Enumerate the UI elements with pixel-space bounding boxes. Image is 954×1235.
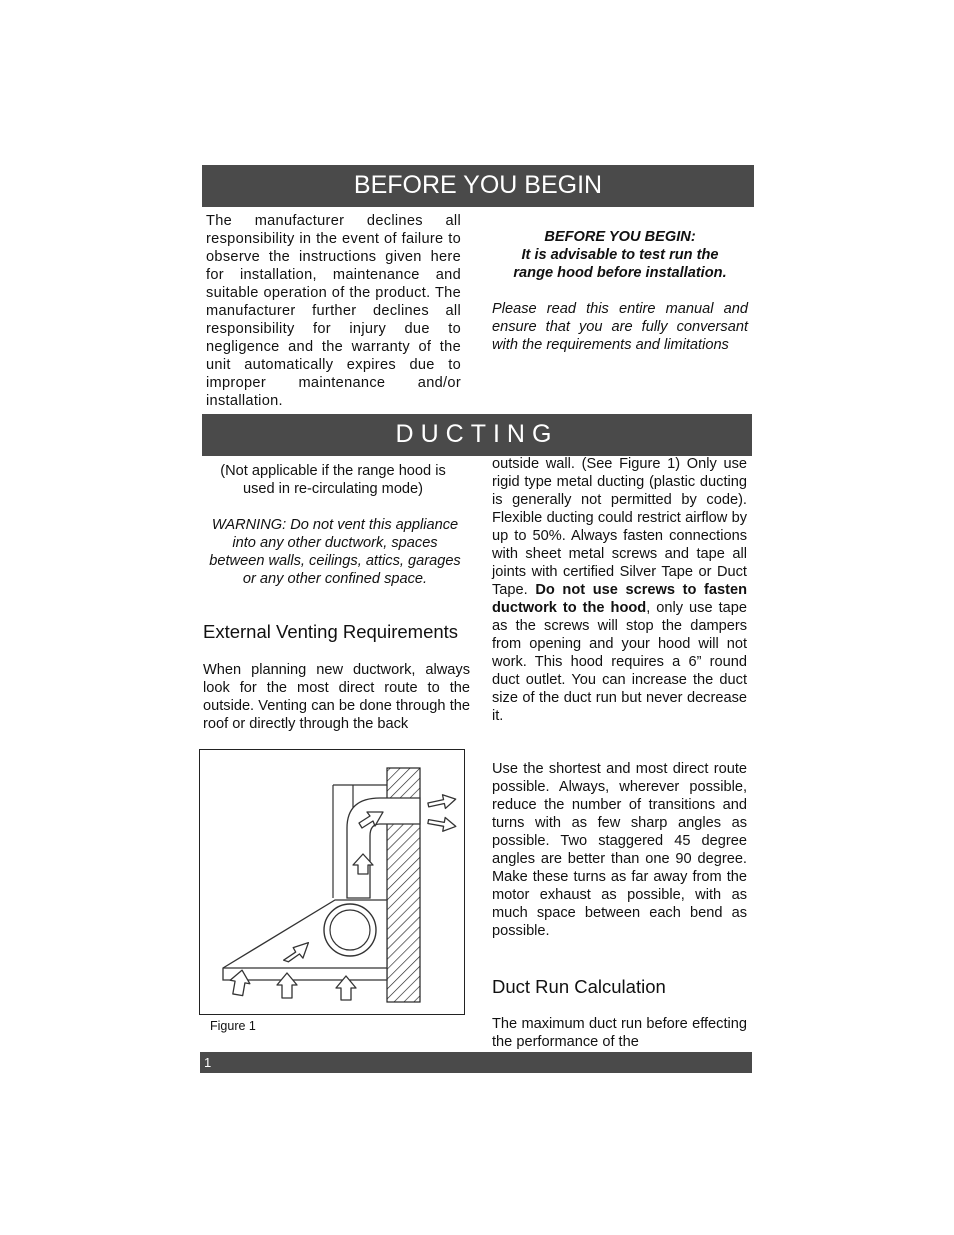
figure-1-caption: Figure 1 [210,1019,256,1033]
arrow-exit-lower [427,815,457,834]
note-line-1: It is advisable to test run the [521,247,719,263]
ducting-material-text-2: , only use tape as the screws will stop the dampers from opening and your hood will not work. This hood requires a 6” round duct outlet. You can increase the duct size of the duct run but never decrease it. [492,600,747,724]
manufacturer-disclaimer: The manufacturer declines all responsibility in the event of failure to observe the instructions given here for installation, maintenance and suitable operation of the product. The manufacturer further declines all responsibility for injury due to negligence and the warranty of the unit automatically expires due to improper maintenance and/or installation. [206,213,461,409]
footer-bar [200,1052,752,1073]
figure-1-venting-diagram [199,749,465,1015]
ducting-material-text-1: outside wall. (See Figure 1) Only use rigid type metal ducting (plastic ducting is generally not permitted by code). Flexible ducting could restrict airflow by up to 50%. Always fasten connections with sheet metal screws and tape all joints with certified Silver Tape or Duct Tape. [492,456,747,598]
before-you-begin-title: BEFORE YOU BEGIN [353,171,603,199]
before-you-begin-note [492,228,748,354]
note-heading: BEFORE YOU BEGIN: [544,229,696,245]
note-body: Please read this entire manual and ensure that you are fully conversant with the requirements and limitations [492,301,748,353]
note-line-2: range hood before installation. [513,265,727,281]
not-applicable-note: (Not applicable if the range hood is used in re-circulating mode) [220,463,446,497]
ducting-title: DUCTING [395,420,559,448]
duct-run-paragraph: The maximum duct run before effecting the performance of the [492,1016,747,1050]
ducting-screw-warning: Do not use screws to fasten ductwork to the hood [492,582,747,616]
ducting-material-paragraph [492,455,747,725]
warning-text: WARNING: Do not vent this appliance into any other ductwork, spaces between walls, ceilings, attics, garages or any other confined space. [209,517,461,587]
external-venting-heading: External Venting Requirements [203,621,459,642]
planning-paragraph: When planning new ductwork, always look for the most direct route to the outside. Venting can be done through the roof or directly through the back [203,662,470,732]
note-spacer [492,282,748,300]
page-number: 1 [204,1055,212,1070]
arrow-exit-upper [427,792,457,812]
shortest-route-paragraph: Use the shortest and most direct route possible. Always, wherever possible, reduce the number of transitions and turns with as few sharp angles as possible. Two staggered 45 degree angles are better than one 90 degree. Make these turns as far away from the motor exhaust as possible, with as much space between each bend as possible. [492,761,747,939]
venting-diagram-illustration [200,750,464,1014]
ducting-banner [202,414,752,456]
duct-run-calculation-heading: Duct Run Calculation [492,976,666,997]
before-you-begin-banner [202,165,754,207]
